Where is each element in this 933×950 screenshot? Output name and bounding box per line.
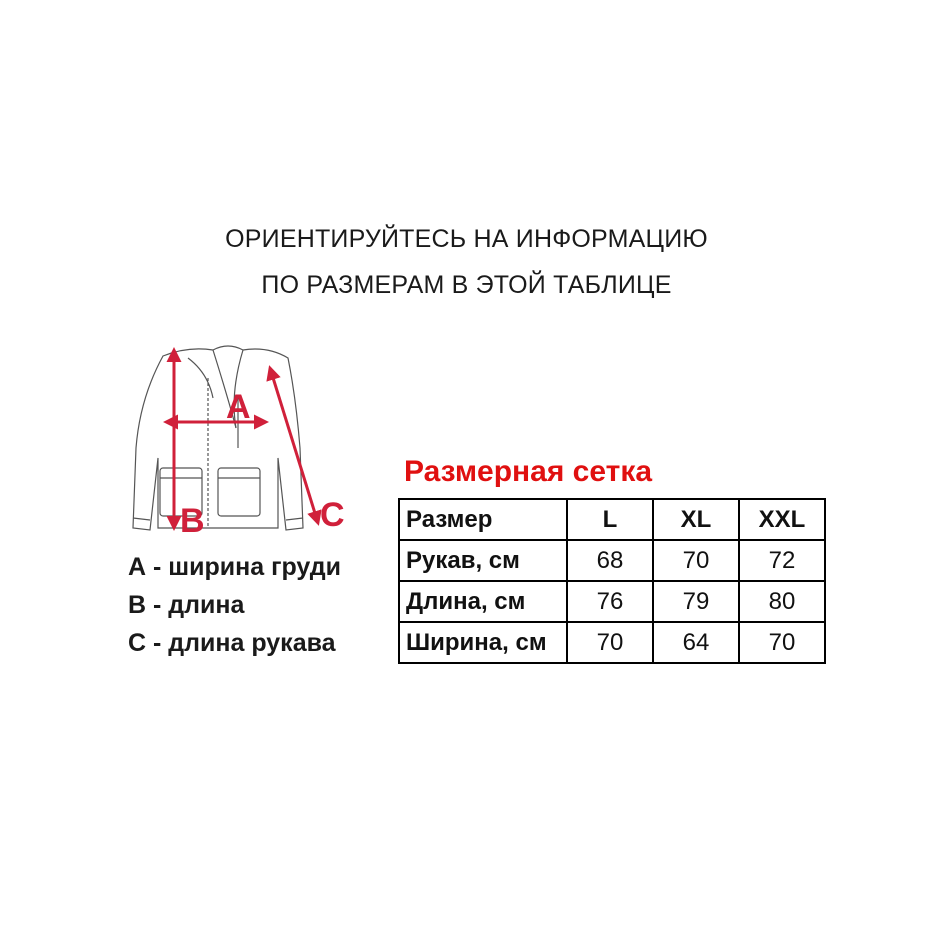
jacket-outline — [133, 346, 303, 530]
table-cell: 79 — [653, 581, 739, 622]
table-cell: 70 — [653, 540, 739, 581]
legend-length: В - длина — [128, 591, 245, 619]
row-label: Длина, см — [399, 581, 567, 622]
table-cell: 64 — [653, 622, 739, 663]
table-header-cell: L — [567, 499, 653, 540]
diagram-label-b: B — [180, 502, 205, 540]
table-cell: 80 — [739, 581, 825, 622]
table-row — [399, 581, 825, 622]
legend-chest-width: А - ширина груди — [128, 553, 341, 581]
table-header-row — [399, 499, 825, 540]
row-label: Рукав, см — [399, 540, 567, 581]
size-table-title: Размерная сетка — [404, 455, 653, 488]
diagram-label-c: C — [320, 496, 345, 534]
size-table — [398, 498, 826, 664]
table-header-cell: XXL — [739, 499, 825, 540]
legend-sleeve-length: С - длина рукава — [128, 629, 336, 657]
table-cell: 70 — [567, 622, 653, 663]
diagram-label-a: A — [226, 388, 251, 426]
table-cell: 68 — [567, 540, 653, 581]
row-label: Ширина, см — [399, 622, 567, 663]
table-header-cell: XL — [653, 499, 739, 540]
table-row — [399, 622, 825, 663]
jacket-measurement-diagram — [118, 338, 358, 548]
table-header-cell: Размер — [399, 499, 567, 540]
heading-line-1: ОРИЕНТИРУЙТЕСЬ НА ИНФОРМАЦИЮ — [225, 225, 708, 253]
table-row — [399, 540, 825, 581]
table-cell: 70 — [739, 622, 825, 663]
table-cell: 72 — [739, 540, 825, 581]
heading-line-2: ПО РАЗМЕРАМ В ЭТОЙ ТАБЛИЦЕ — [261, 271, 672, 299]
table-cell: 76 — [567, 581, 653, 622]
